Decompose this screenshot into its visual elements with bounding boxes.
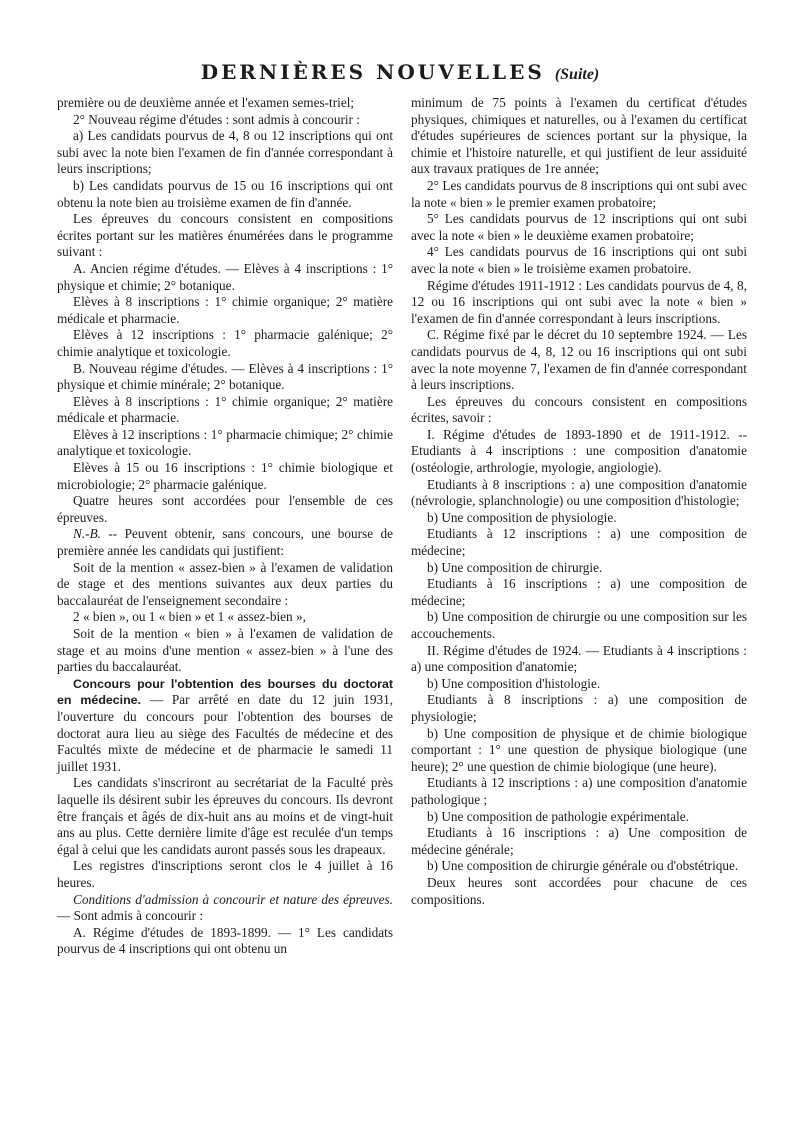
paragraph-text: 2 « bien », ou 1 « bien » et 1 « assez-bien »,: [73, 609, 306, 625]
paragraph-text: b) Les candidats pourvus de 15 ou 16 inscriptions qui ont obtenu la note bien au troisième examen de fin d'année.: [57, 177, 393, 210]
paragraph: [411, 692, 747, 725]
paragraph: [411, 244, 747, 277]
paragraph-text: Etudiants à 16 inscriptions : a) une composition de médecine;: [411, 576, 747, 608]
paragraph-text: II. Régime d'études de 1924. — Etudiants à 4 inscriptions : a) une composition d'anatomie;: [411, 642, 747, 675]
paragraph: [411, 726, 747, 776]
paragraph: [57, 112, 393, 129]
paragraph-text: 4° Les candidats pourvus de 16 inscriptions qui ont subi avec la note « bien » le troisième examen probatoire.: [411, 244, 747, 276]
paragraph: [411, 477, 747, 510]
paragraph-text: — Sont admis à concourir :: [57, 908, 204, 924]
paragraph-text: a) Les candidats pourvus de 4, 8 ou 12 inscriptions qui ont subi avec la note bien l'examen de fin d'année correspondant à leurs inscriptions;: [57, 128, 393, 177]
paragraph-text: Elèves à 8 inscriptions : 1° chimie organique; 2° matière médicale et pharmacie.: [57, 393, 393, 426]
paragraph-text: Etudiants à 8 inscriptions : a) une composition de physiologie;: [411, 692, 747, 724]
paragraph: [57, 394, 393, 427]
paragraph: [57, 294, 393, 327]
left-column: [57, 95, 393, 958]
paragraph: [411, 609, 747, 642]
paragraph: [57, 361, 393, 394]
paragraph-text: b) Une composition de physiologie.: [427, 509, 617, 525]
paragraph: [411, 178, 747, 211]
paragraph: [57, 676, 393, 776]
paragraph-text: b) Une composition d'histologie.: [427, 675, 601, 691]
paragraph: [411, 875, 747, 908]
paragraph: [57, 925, 393, 958]
paragraph-text: C. Régime fixé par le décret du 10 septembre 1924. — Les candidats pourvus de 4, 8, 12 ou 16 inscriptions qui ont subi avec la note moyenne 7, l'examen de fin d'année correspondant à leurs inscriptions.: [411, 327, 747, 393]
paragraph-text: Etudiants à 16 inscriptions : a) Une composition de médecine générale;: [411, 825, 747, 857]
paragraph: [411, 526, 747, 559]
paragraph: [57, 858, 393, 891]
paragraph: [57, 261, 393, 294]
paragraph-text: B. Nouveau régime d'études. — Elèves à 4 inscriptions : 1° physique et chimie minérale; 2° botanique.: [57, 360, 393, 393]
paragraph: [57, 178, 393, 211]
paragraph-text: 5° Les candidats pourvus de 12 inscriptions qui ont subi avec la note « bien » le deuxième examen probatoire;: [411, 211, 747, 243]
paragraph-text: Les épreuves du concours consistent en compositions écrites portant sur les matières énumérées dans le programme suivant :: [57, 211, 393, 260]
paragraph-text: b) Une composition de chirurgie ou une composition sur les accouchements.: [411, 609, 747, 641]
paragraph: [411, 576, 747, 609]
paragraph: [411, 510, 747, 527]
paragraph: [411, 676, 747, 693]
paragraph: [411, 95, 747, 178]
paragraph-text: Les candidats s'inscriront au secrétariat de la Faculté près laquelle ils désirent subir les épreuves du concours. Ils devront être français et âgés de dix-huit ans au moins et de vingt-huit ans au plus. Cette dernière limite d'âge est reculée d'un temps égal à celui que les candidats auront passés sous les drapeaux.: [57, 775, 393, 857]
paragraph-text: b) Une composition de physique et de chimie biologique comportant : 1° une question de physique biologique (une heure); 2° une question de chimie biologique (une heure).: [411, 725, 747, 774]
paragraph-text: -- Peuvent obtenir, sans concours, une bourse de première année les candidats qui justifient:: [57, 526, 393, 559]
paragraph: [411, 643, 747, 676]
paragraph-text: 2° Nouveau régime d'études : sont admis à concourir :: [73, 111, 360, 127]
page-title-suffix: (Suite): [554, 66, 600, 83]
paragraph: [57, 560, 393, 610]
section-subheading: Conditions d'admission à concourir et nature des épreuves.: [73, 891, 393, 907]
paragraph: [411, 775, 747, 808]
paragraph: [411, 858, 747, 875]
paragraph: [411, 560, 747, 577]
paragraph: [57, 211, 393, 261]
paragraph-text: Soit de la mention « bien » à l'examen de validation de stage et au moins d'une mention « assez-bien » à l'une des parties du baccalauréat.: [57, 626, 393, 675]
page-title: DERNIÈRES NOUVELLES: [200, 60, 545, 84]
paragraph-text: I. Régime d'études de 1893-1890 et de 1911-1912. -- Etudiants à 4 inscriptions : une composition d'anatomie (ostéologie, arthrologie, myologie, angiologie).: [411, 426, 747, 476]
paragraph-text: Les épreuves du concours consistent en compositions écrites, savoir :: [411, 393, 747, 426]
paragraph-text: Elèves à 12 inscriptions : 1° pharmacie chimique; 2° chimie analytique et toxicologie.: [57, 426, 393, 459]
paragraph: [57, 775, 393, 858]
paragraph: [411, 394, 747, 427]
paragraph: [57, 493, 393, 526]
paragraph-text: Quatre heures sont accordées pour l'ensemble de ces épreuves.: [57, 493, 393, 525]
paragraph-text: Elèves à 15 ou 16 inscriptions : 1° chimie biologique et microbiologie; 2° pharmacie galénique.: [57, 460, 393, 492]
paragraph-text: première ou de deuxième année et l'examen semes-triel;: [57, 95, 355, 110]
paragraph: [57, 460, 393, 493]
paragraph: [57, 892, 393, 925]
page-header: [0, 60, 800, 84]
paragraph-text: Les registres d'inscriptions seront clos le 4 juillet à 16 heures.: [57, 858, 393, 890]
paragraph-text: b) Une composition de pathologie expérimentale.: [427, 808, 689, 824]
paragraph-text: — Par arrêté en date du 12 juin 1931, l'ouverture du concours pour l'obtention des bourses de doctorat aura lieu au siège des Facultés de médecine et des Facultés mixte de médecine et de pharmacie le samedi 11 juillet 1931.: [57, 692, 394, 774]
paragraph-text: b) Une composition de chirurgie.: [427, 559, 603, 575]
paragraph: [411, 327, 747, 393]
paragraph-text: b) Une composition de chirurgie générale ou d'obstétrique.: [427, 858, 739, 874]
paragraph-lead: N.-B.: [73, 526, 101, 542]
paragraph-text: Soit de la mention « assez-bien » à l'examen de validation de stage et des mentions suivantes aux deux parties du baccalauréat de l'enseignement secondaire :: [57, 559, 393, 608]
paragraph-text: Régime d'études 1911-1912 : Les candidats pourvus de 4, 8, 12 ou 16 inscriptions qui ont subi avec la note « bien » l'examen de fin d'année correspondant à leurs inscriptions.: [411, 277, 747, 326]
paragraph-text: Etudiants à 12 inscriptions : a) une composition d'anatomie pathologique ;: [411, 775, 747, 807]
paragraph: [411, 427, 747, 477]
paragraph: [57, 609, 393, 626]
paragraph: [57, 327, 393, 360]
paragraph-text: minimum de 75 points à l'examen du certificat d'études physiques, chimiques et naturelles, ou à l'examen du certificat d'études supérieures de sciences portant sur la physique, la chimie et l'histoire naturelle, et qui justifient de leur assiduité aux travaux pratiques de 1re année;: [411, 95, 747, 177]
paragraph-text: Elèves à 12 inscriptions : 1° pharmacie galénique; 2° chimie analytique et toxicologie.: [57, 327, 393, 359]
section-heading: Concours pour l'obtention des bourses du doctorat en médecine.: [57, 676, 393, 708]
paragraph: [57, 128, 393, 178]
paragraph: [411, 278, 747, 328]
paragraph-text: A. Régime d'études de 1893-1899. — 1° Les candidats pourvus de 4 inscriptions qui ont obtenu un: [57, 924, 393, 957]
paragraph: [411, 211, 747, 244]
paragraph: [57, 626, 393, 676]
paragraph-text: Etudiants à 8 inscriptions : a) une composition d'anatomie (névrologie, splanchnologie) ou une composition d'histologie;: [411, 476, 747, 509]
paragraph: [411, 809, 747, 826]
paragraph-text: Elèves à 8 inscriptions : 1° chimie organique; 2° matière médicale et pharmacie.: [57, 294, 393, 326]
paragraph: [57, 95, 393, 112]
paragraph-text: Deux heures sont accordées pour chacune de ces compositions.: [411, 874, 747, 907]
right-column: [411, 95, 747, 908]
paragraph-text: 2° Les candidats pourvus de 8 inscriptions qui ont subi avec la note « bien » le premier examen probatoire;: [411, 177, 747, 210]
paragraph-text: A. Ancien régime d'études. — Elèves à 4 inscriptions : 1° physique et chimie; 2° botanique.: [57, 260, 393, 293]
paragraph: [411, 825, 747, 858]
paragraph: [57, 427, 393, 460]
paragraph-text: Etudiants à 12 inscriptions : a) une composition de médecine;: [411, 526, 747, 559]
paragraph: [57, 526, 393, 559]
